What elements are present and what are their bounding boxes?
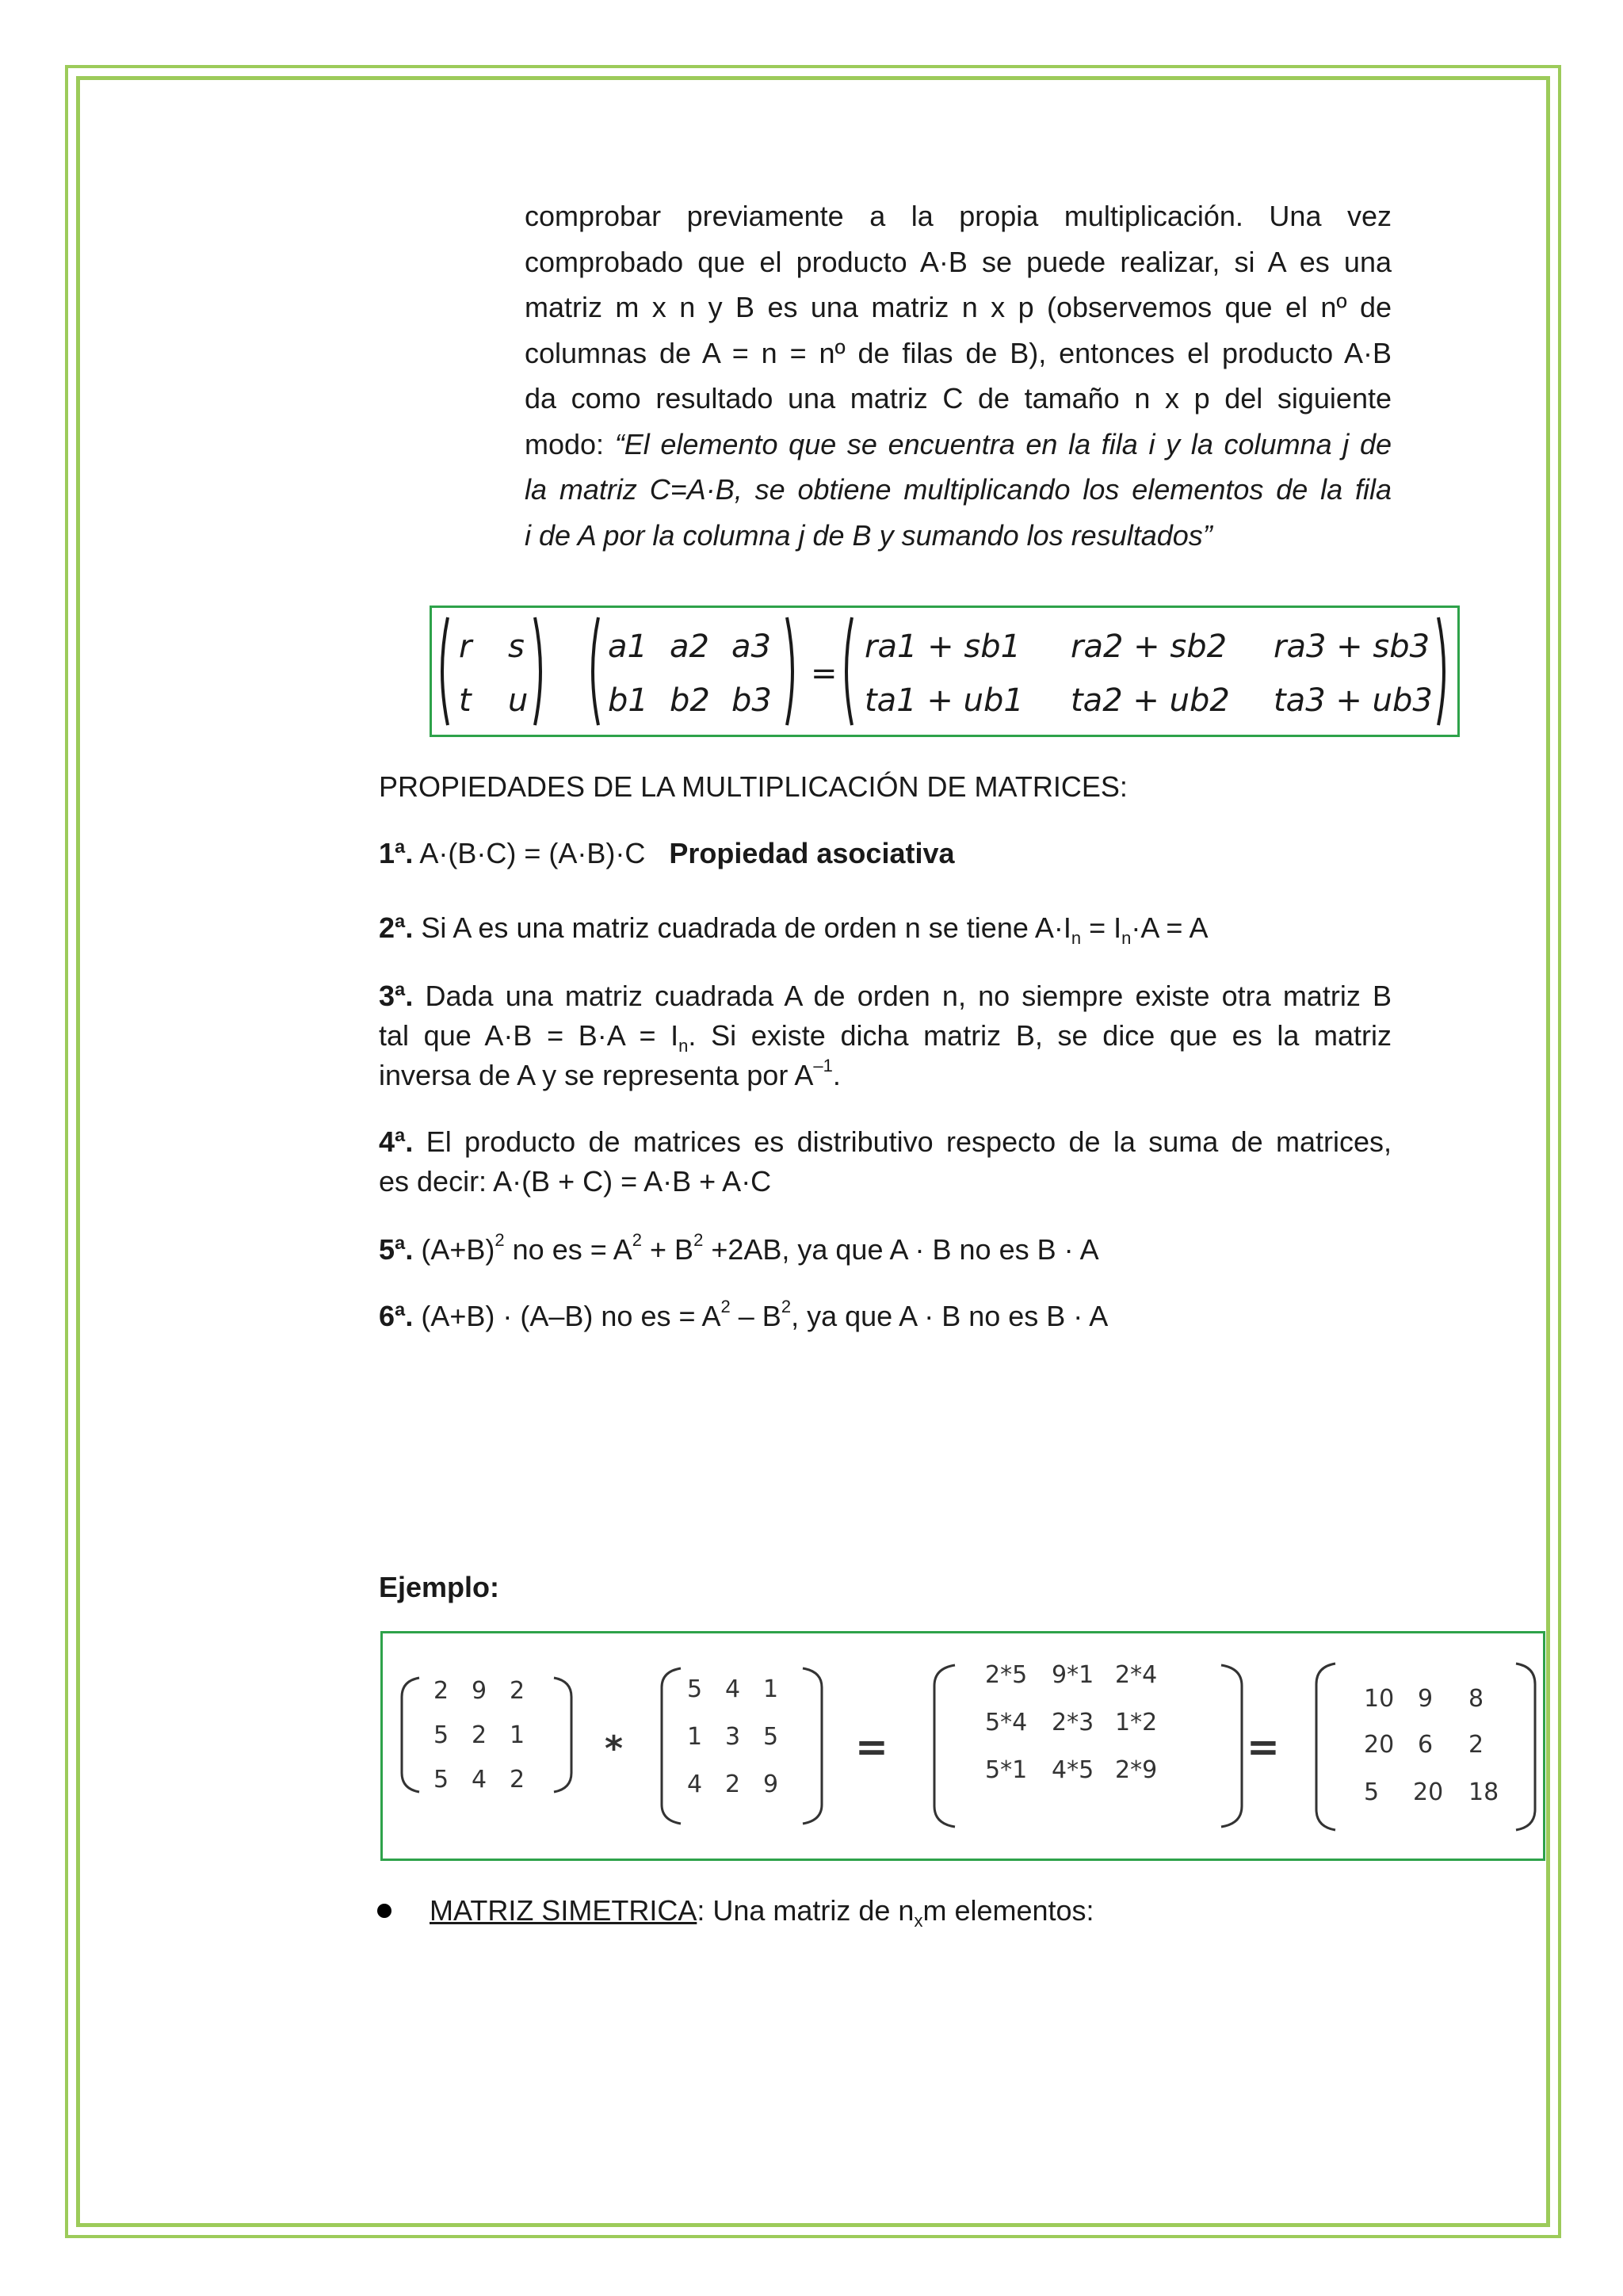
property-6 [379,1297,1108,1336]
result-cell: ra2 + sb2 [1071,628,1228,665]
property-text: inversa de A y se representa por A [379,1059,814,1091]
m4-cell: 20 [1364,1731,1395,1759]
m3-cell: 9*1 [1052,1661,1094,1689]
m2-cell: 1 [763,1675,779,1703]
superscript: 2 [632,1230,643,1250]
middle-cell: a3 [731,628,771,665]
m4-cell: 6 [1418,1731,1434,1759]
equals-sign-1: = [855,1724,888,1770]
m1-cell: 4 [472,1766,487,1794]
intro-line: columnas de A = n = nº de filas de B), entonces el producto A·B [525,336,1392,369]
m3-cell: 2*5 [985,1661,1028,1689]
property-2 [379,908,1208,948]
intro-line-quote [525,467,1392,513]
middle-cell: b1 [608,682,648,719]
m1-cell: 5 [433,1721,449,1749]
property-text: A·(B·C) = (A·B)·C [413,837,670,869]
quote-text: “El elemento que se encuentra en la fila i y la columna j de [614,427,1392,460]
intro-line: comprobado que el producto A·B se puede realizar, si A es una [525,245,1392,278]
m3-cell: 5*4 [985,1709,1028,1736]
m2-cell: 9 [763,1771,779,1798]
middle-cell: b2 [670,682,710,719]
symmetric-text: : Una matriz de n [697,1894,915,1927]
result-paren-close [1438,617,1444,725]
m3-cell: 2*4 [1115,1661,1158,1689]
m4-cell: 5 [1364,1778,1380,1806]
middle-paren-open [593,617,598,725]
property-number: 1ª. [379,837,414,869]
intro-paragraph [525,193,1392,558]
m1-cell: 5 [433,1766,449,1794]
multiply-sign: * [605,1729,624,1769]
property-text: tal que A·B = B·A = I [379,1019,679,1052]
equals-sign-2: = [1247,1724,1280,1770]
property-text: + B [642,1233,694,1266]
example-box [380,1631,1545,1861]
property-line [379,1016,1392,1056]
property-1 [379,834,955,873]
m1-cell: 2 [433,1677,449,1705]
superscript: 2 [781,1297,792,1316]
m2-cell: 5 [687,1675,703,1703]
m3-cell: 4*5 [1052,1756,1094,1784]
left-cell: u [508,682,529,719]
bullet-icon [377,1904,391,1918]
result-cell: ra1 + sb1 [865,628,1022,665]
example-graphic [383,1633,1543,1859]
property-text: El producto de matrices es distributivo respecto de la suma de matrices, [413,1125,1392,1158]
m1-cell: 9 [472,1677,487,1705]
property-text: (A+B) · (A–B) no es = A [413,1300,721,1332]
m3-paren-close [1221,1665,1242,1827]
formula-equals: = [811,655,838,692]
formula-graphic [432,608,1457,735]
property-name: Propiedad asociativa [669,837,955,869]
m1-cell: 2 [472,1721,487,1749]
intro-line-quote [525,513,1392,559]
m2-cell: 4 [687,1771,703,1798]
property-text: = I [1081,911,1122,944]
quote-text: la matriz C=A·B, se obtiene multiplicando los elementos de la fila [525,473,1392,506]
symmetric-matrix-line [430,1891,1094,1931]
superscript: 2 [495,1230,505,1250]
m3-paren-open [934,1665,955,1827]
result-cell: ra3 + sb3 [1274,628,1430,665]
property-line: es decir: A·(B + C) = A·B + A·C [379,1165,772,1198]
property-line [379,1122,1392,1162]
m1-paren-open [402,1678,419,1792]
subscript: n [1071,928,1082,949]
property-line [379,1056,1392,1095]
property-number: 3ª. [379,980,414,1012]
m3-cell: 5*1 [985,1756,1028,1784]
superscript: –1 [813,1056,833,1075]
m3-cell: 2*9 [1115,1756,1158,1784]
m1-cell: 1 [510,1721,525,1749]
property-5 [379,1230,1099,1270]
symmetric-text: m elementos: [922,1894,1094,1927]
result-cell: ta3 + ub3 [1274,682,1433,719]
property-text: Si A es una matriz cuadrada de orden n se tiene A·I [413,911,1071,944]
superscript: 2 [693,1230,704,1250]
m3-cell: 2*3 [1052,1709,1094,1736]
property-3 [379,976,1392,1095]
example-heading: Ejemplo: [379,1571,500,1603]
m4-cell: 18 [1468,1778,1499,1806]
subscript: x [914,1911,923,1931]
m2-paren-open [662,1668,681,1824]
m2-cell: 1 [687,1723,703,1751]
left-paren-close [535,617,540,725]
m4-cell: 9 [1418,1685,1434,1713]
m2-cell: 5 [763,1723,779,1751]
left-cell: s [508,628,525,665]
result-cell: ta2 + ub2 [1071,682,1230,719]
property-text: ·A = A [1131,911,1209,944]
left-cell: r [459,628,472,665]
m3-cell: 1*2 [1115,1709,1158,1736]
m2-cell: 2 [725,1771,741,1798]
property-text: (A+B) [413,1233,495,1266]
middle-paren-close [787,617,792,725]
property-number: 2ª. [379,911,414,944]
subscript: n [1121,928,1132,949]
property-4 [379,1122,1392,1201]
middle-cell: a1 [608,628,647,665]
m2-cell: 3 [725,1723,741,1751]
quote-text: i de A por la columna j de B y sumando los resultados” [525,518,1212,552]
m1-paren-close [554,1678,571,1792]
m4-cell: 2 [1468,1731,1484,1759]
intro-line: comprobar previamente a la propia multiplicación. Una vez [525,200,1392,232]
m1-cell: 2 [510,1677,525,1705]
intro-line: matriz m x n y B es una matriz n x p (observemos que el nº de [525,291,1392,323]
intro-line-quote [525,422,1392,468]
m4-cell: 10 [1364,1685,1395,1713]
superscript: 2 [720,1297,731,1316]
property-text: +2AB, ya que A · B no es B · A [703,1233,1099,1266]
property-text: – B [730,1300,781,1332]
left-paren-open [442,617,448,725]
m4-paren-open [1316,1664,1335,1830]
properties-heading: PROPIEDADES DE LA MULTIPLICACIÓN DE MATRICES: [379,770,1128,803]
result-paren-open [846,617,852,725]
middle-cell: b3 [731,682,772,719]
property-number: 5ª. [379,1233,414,1266]
m2-cell: 4 [725,1675,741,1703]
property-number: 4ª. [379,1125,414,1158]
symmetric-matrix-label: MATRIZ SIMETRICA [430,1894,697,1927]
property-text: Dada una matriz cuadrada A de orden n, no siempre existe otra matriz B [413,980,1392,1012]
subscript: n [678,1036,689,1056]
intro-modo-prefix: modo: [525,427,615,460]
m4-paren-close [1516,1664,1535,1830]
m2-paren-close [803,1668,822,1824]
result-cell: ta1 + ub1 [865,682,1024,719]
left-cell: t [459,682,472,719]
m4-cell: 20 [1413,1778,1444,1806]
property-text: , ya que A · B no es B · A [791,1300,1109,1332]
property-text: . Si existe dicha matriz B, se dice que es la matriz [688,1019,1392,1052]
m1-cell: 2 [510,1766,525,1794]
middle-cell: a2 [670,628,709,665]
property-text: no es = A [504,1233,632,1266]
property-number: 6ª. [379,1300,414,1332]
formula-box [430,606,1460,737]
property-line [379,976,1392,1016]
m4-cell: 8 [1468,1685,1484,1713]
property-text: . [832,1059,841,1091]
intro-line: da como resultado una matriz C de tamaño n x p del siguiente [525,382,1392,415]
